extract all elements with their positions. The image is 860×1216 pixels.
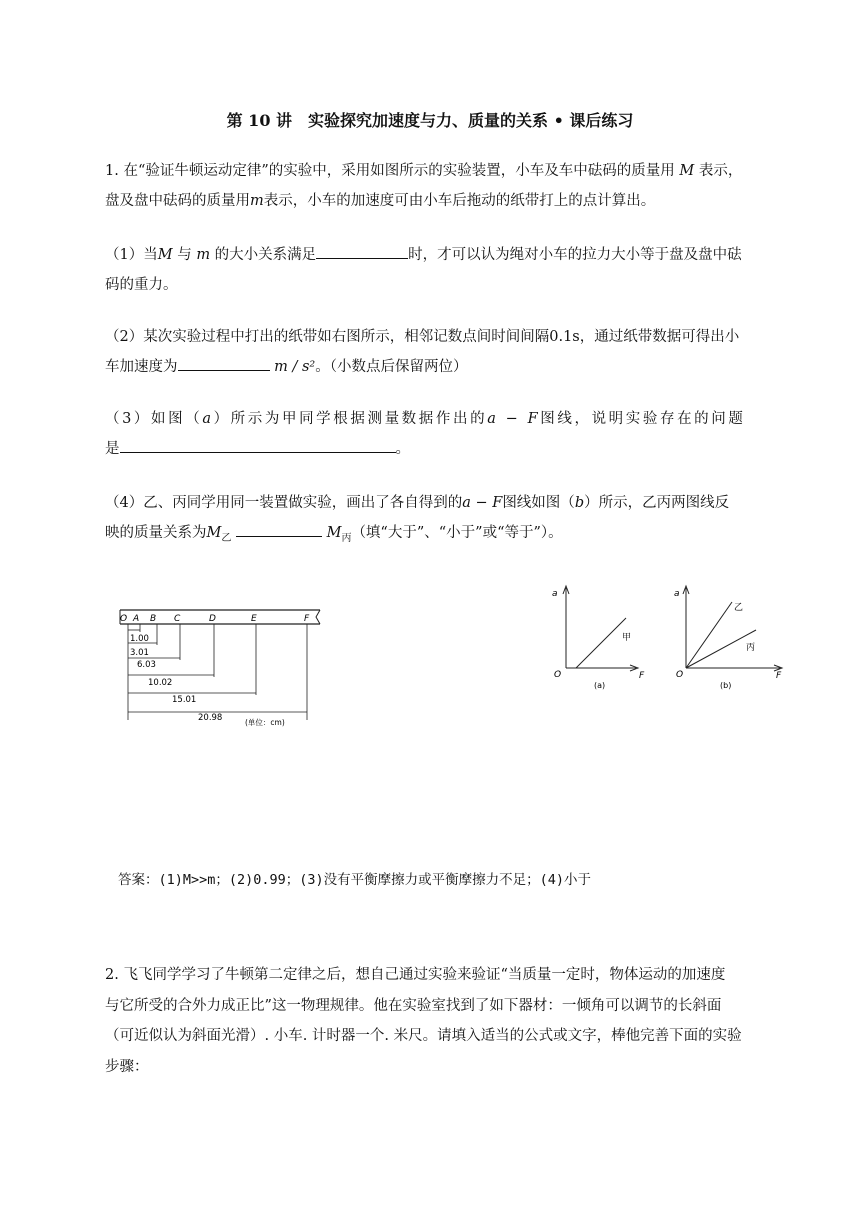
graph-b-line-1 — [686, 602, 732, 668]
q2-line: 步骤： — [105, 1058, 149, 1075]
q2-line: 2. 飞飞同学学习了牛顿第二定律之后，想自己通过实验来验证“当质量一定时，物体运动的加速度 — [105, 967, 726, 983]
q1-part2: （2）某次实验过程中打出的纸带如右图所示，相邻记数点间时间间隔0.1s，通过纸带数据可得出小 车加速度为 m / s²。（小数点后保留两位） — [105, 329, 740, 375]
answer-blank-4[interactable] — [236, 520, 322, 537]
q1-line1: 1. 在“验证牛顿运动定律”的实验中，采用如图所示的实验装置，小车及车中砝码的质量用 M 表示， — [105, 163, 743, 179]
page-title: 第 10 讲 实验探究加速度与力、质量的关系 • 课后练习 — [226, 111, 634, 130]
tape-point-O: O — [120, 614, 128, 624]
answer-blank-2[interactable] — [178, 354, 270, 371]
tape-point-B: B — [150, 614, 157, 624]
answer-text: 答案：(1)M>>m；(2)0.99；(3)没有平衡摩擦力或平衡摩擦力不足；(4)小于 — [118, 872, 592, 888]
q2-line: 与它所受的合外力成正比”这一物理规律。他在实验室找到了如下器材：一倾角可以调节的长斜面 — [105, 997, 722, 1014]
q1-intro — [105, 156, 765, 216]
graph-b-line2-label: 丙 — [746, 643, 756, 653]
graph-a-line — [576, 618, 626, 668]
tape-distance-label: 1.00 — [130, 634, 149, 644]
q1-part4: （4）乙、丙同学用同一装置做实验，画出了各自得到的a − F图线如图（b）所示，乙丙两图线反 映的质量关系为$M_乙$ $M_丙$（填“大于”、“小于”或“等于”）。 — [105, 495, 730, 544]
tape-point-D: D — [209, 614, 216, 624]
tape-point-E: E — [251, 614, 257, 624]
graph-a-y-label: a — [552, 589, 558, 599]
q1-part1: （1）当M 与 m 的大小关系满足 时，才可以认为绳对小车的拉力大小等于盘及盘中砝 码的重力。 — [105, 240, 765, 300]
tape-distance-label: 6.03 — [137, 660, 156, 670]
tape-point-C: C — [174, 614, 181, 624]
graph-b-y-label: a — [674, 589, 680, 599]
answer-blank-3[interactable] — [120, 436, 396, 453]
graph-a-line-label: 甲 — [622, 633, 632, 643]
tape-figure — [110, 598, 340, 728]
q2-line: （可近似认为斜面光滑）. 小车. 计时器一个. 米尺。请填入适当的公式或文字，棒他完善下面的实验 — [105, 1028, 742, 1044]
graph-b-caption: (b) — [720, 681, 732, 690]
tape-distance-label: 10.02 — [148, 678, 173, 688]
tape-point-F: F — [304, 614, 310, 624]
q2-text — [105, 960, 765, 1082]
graph-b-x-label: F — [776, 671, 782, 681]
graph-b — [670, 580, 790, 695]
tape-distance-label: 3.01 — [130, 648, 149, 658]
q1-line2: 盘及盘中砝码的质量用m表示，小车的加速度可由小车后拖动的纸带打上的点计算出。 — [105, 193, 656, 209]
q1-part3: （3）如图（a）所示为甲同学根据测量数据作出的a − F图线，说明实验存在的问题 是 。 — [105, 411, 746, 457]
graph-b-line1-label: 乙 — [734, 603, 744, 613]
graph-a-x-label: F — [639, 671, 645, 681]
tape-distance-label: 20.98 — [198, 713, 223, 723]
graph-b-origin: O — [676, 670, 684, 680]
tape-distance-label: 15.01 — [172, 695, 197, 705]
graph-a — [536, 580, 646, 695]
tape-point-A: A — [133, 614, 140, 624]
graph-a-origin: O — [554, 670, 562, 680]
answer-blank-1[interactable] — [316, 242, 408, 259]
graph-a-caption: (a) — [594, 681, 606, 690]
tape-unit-note: (单位：cm) — [245, 718, 285, 727]
